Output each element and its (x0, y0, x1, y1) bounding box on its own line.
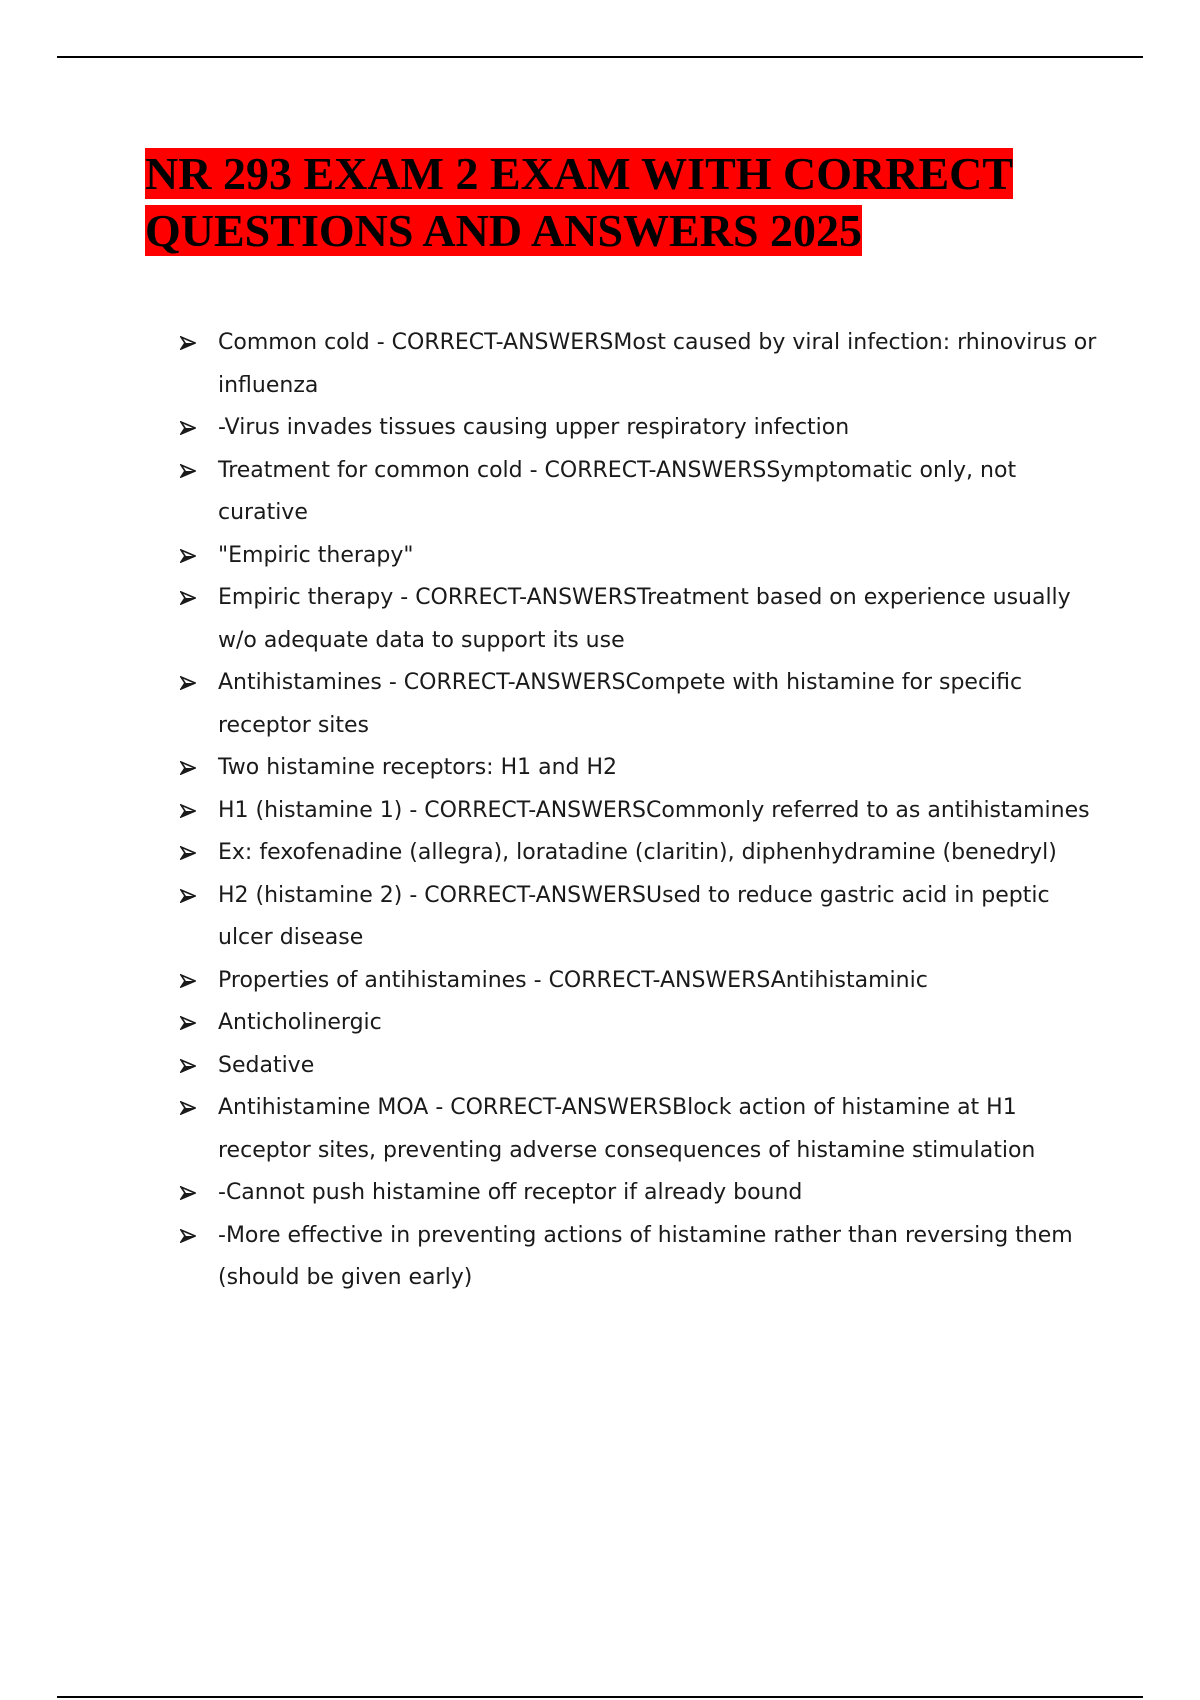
list-item-text: Two histamine receptors: H1 and H2 (218, 755, 618, 780)
list-item-text: H2 (histamine 2) - CORRECT-ANSWERSUsed to reduce gastric acid in peptic ulcer disease (218, 882, 1050, 950)
list-item (180, 875, 1100, 960)
list-item (180, 535, 1100, 578)
list-item-text: -More effective in preventing actions of histamine rather than reversing them (should be given early) (218, 1222, 1073, 1290)
list-item (180, 407, 1100, 450)
list-item (180, 662, 1100, 747)
list-item-text: H1 (histamine 1) - CORRECT-ANSWERSCommonly referred to as antihistamines (218, 797, 1090, 823)
list-item (180, 1045, 1100, 1088)
footer-rule (57, 1696, 1143, 1698)
list-item-text: -Cannot push histamine off receptor if already bound (218, 1180, 803, 1205)
list-item (180, 450, 1100, 535)
list-item (180, 790, 1100, 833)
list-item-text: Sedative (218, 1052, 315, 1078)
list-item-text: "Empiric therapy" (218, 542, 414, 568)
arrowhead-bullet-icon (180, 336, 196, 350)
arrowhead-bullet-icon (180, 1229, 196, 1243)
arrowhead-bullet-icon (180, 974, 196, 988)
arrowhead-bullet-icon (180, 1016, 196, 1030)
arrowhead-bullet-icon (180, 846, 196, 860)
list-item (180, 577, 1100, 662)
arrowhead-bullet-icon (180, 761, 196, 775)
list-item-text: Antihistamine MOA - CORRECT-ANSWERSBlock action of histamine at H1 receptor sites, preventing adverse consequences of histamine stimulation (218, 1095, 1036, 1163)
list-item (180, 832, 1100, 875)
arrowhead-bullet-icon (180, 549, 196, 563)
arrowhead-bullet-icon (180, 804, 196, 818)
list-item (180, 322, 1100, 407)
list-item-text: Common cold - CORRECT-ANSWERSMost caused by viral infection: rhinovirus or influenza (218, 330, 1097, 398)
title-block (145, 145, 1085, 259)
arrowhead-bullet-icon (180, 1059, 196, 1073)
list-item (180, 1172, 1100, 1215)
arrowhead-bullet-icon (180, 591, 196, 605)
list-item-text: Properties of antihistamines - CORRECT-ANSWERSAntihistaminic (218, 967, 928, 993)
list-item (180, 1215, 1100, 1300)
arrowhead-bullet-icon (180, 1186, 196, 1200)
list-item-text: Treatment for common cold - CORRECT-ANSWERSSymptomatic only, not curative (218, 457, 1017, 525)
list-item-text: Antihistamines - CORRECT-ANSWERSCompete with histamine for specific receptor sites (218, 670, 1023, 738)
arrowhead-bullet-icon (180, 421, 196, 435)
list-item-text: Anticholinergic (218, 1010, 382, 1035)
list-item-text: Ex: fexofenadine (allegra), loratadine (claritin), diphenhydramine (benedryl) (218, 840, 1057, 865)
list-item-text: Empiric therapy - CORRECT-ANSWERSTreatment based on experience usually w/o adequate data to support its use (218, 585, 1071, 653)
arrowhead-bullet-icon (180, 464, 196, 478)
list-item (180, 1087, 1100, 1172)
arrowhead-bullet-icon (180, 889, 196, 903)
header-rule (57, 56, 1143, 58)
arrowhead-bullet-icon (180, 676, 196, 690)
document-title: NR 293 EXAM 2 EXAM WITH CORRECT QUESTIONS AND ANSWERS 2025 (145, 148, 1014, 256)
qa-list (180, 322, 1100, 1300)
arrowhead-bullet-icon (180, 1101, 196, 1115)
list-item (180, 1002, 1100, 1045)
list-item (180, 960, 1100, 1003)
list-item-text: -Virus invades tissues causing upper respiratory infection (218, 415, 850, 440)
list-item (180, 747, 1100, 790)
